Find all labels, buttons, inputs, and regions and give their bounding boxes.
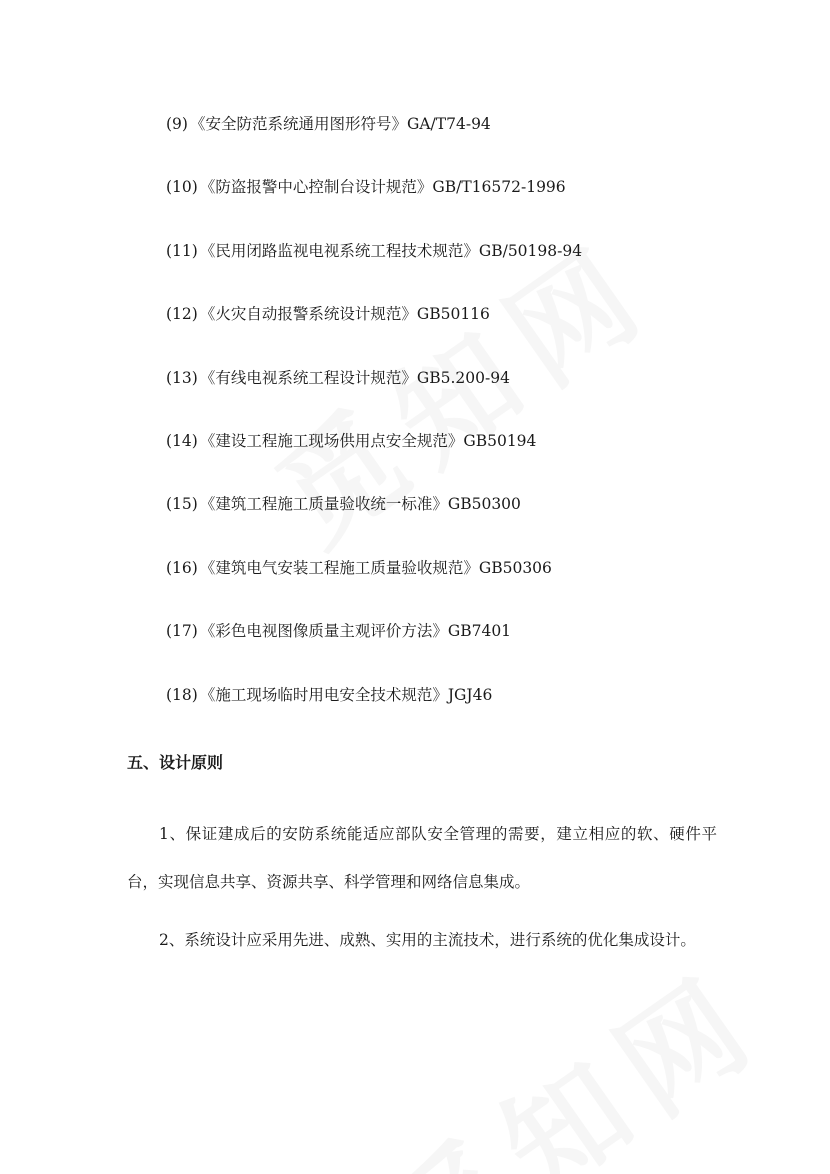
reference-number: (15) — [166, 495, 198, 514]
reference-item — [166, 298, 582, 361]
reference-number: (17) — [166, 622, 198, 641]
reference-number: (13) — [166, 368, 198, 387]
reference-text: 《有线电视系统工程设计规范》GB5.200-94 — [199, 368, 510, 387]
reference-item — [166, 171, 582, 234]
reference-number: (11) — [166, 241, 198, 260]
reference-item — [166, 679, 582, 742]
reference-item — [166, 108, 582, 171]
reference-item — [166, 488, 582, 551]
reference-list — [166, 108, 582, 742]
reference-text: 《火灾自动报警系统设计规范》GB50116 — [199, 305, 490, 324]
reference-item — [166, 235, 582, 298]
paragraph: 1、保证建成后的安防系统能适应部队安全管理的需要，建立相应的软、硬件平台，实现信息共享、资源共享、科学管理和网络信息集成。 — [127, 825, 717, 891]
reference-text: 《建设工程施工现场供用点安全规范》GB50194 — [199, 431, 537, 450]
reference-number: (9) — [166, 115, 188, 133]
paragraph: 2、系统设计应采用先进、成熟、实用的主流技术，进行系统的优化集成设计。 — [159, 931, 696, 949]
reference-number: (10) — [166, 178, 198, 197]
reference-number: (18) — [166, 685, 198, 704]
reference-number: (16) — [166, 558, 198, 577]
reference-text: 《民用闭路监视电视系统工程技术规范》GB/50198-94 — [199, 241, 583, 260]
reference-text: 《防盗报警中心控制台设计规范》GB/T16572-1996 — [199, 178, 566, 197]
section-heading: 五、设计原则 — [127, 753, 224, 772]
reference-item — [166, 552, 582, 615]
reference-number: (14) — [166, 431, 198, 450]
reference-text: 《安全防范系统通用图形符号》GA/T74-94 — [189, 115, 491, 133]
reference-number: (12) — [166, 305, 198, 324]
reference-text: 《建筑电气安装工程施工质量验收规范》GB50306 — [199, 558, 552, 577]
reference-text: 《建筑工程施工质量验收统一标准》GB50300 — [199, 495, 521, 514]
reference-text: 《彩色电视图像质量主观评价方法》GB7401 — [199, 622, 512, 641]
reference-text: 《施工现场临时用电安全技术规范》JGJ46 — [199, 685, 493, 704]
reference-item — [166, 615, 582, 678]
reference-item — [166, 362, 582, 425]
reference-item — [166, 425, 582, 488]
